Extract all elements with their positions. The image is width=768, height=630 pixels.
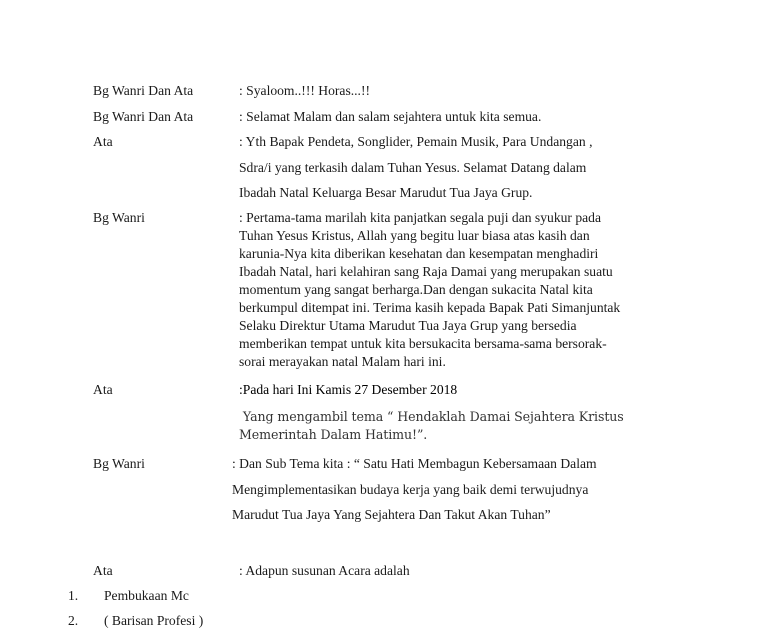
dialogue-line: : Adapun susunan Acara adalah <box>239 563 410 578</box>
dialogue-line: momentum yang sangat berharga.Dan dengan sukacita Natal kita <box>239 282 593 297</box>
speaker-label: Bg Wanri <box>93 210 145 225</box>
dialogue-line: memberikan tempat untuk kita bersukacita bersama-sama bersorak- <box>239 336 607 351</box>
dialogue-line: Mengimplementasikan budaya kerja yang baik demi terwujudnya <box>232 482 589 497</box>
agenda-number: 2. <box>68 613 79 628</box>
speaker-label: Ata <box>93 563 113 578</box>
speaker-label: Ata <box>93 134 113 149</box>
dialogue-line: Ibadah Natal Keluarga Besar Marudut Tua Jaya Grup. <box>239 185 533 200</box>
dialogue-line: : Selamat Malam dan salam sejahtera untuk kita semua. <box>239 109 542 124</box>
theme-line: Yang mengambil tema “ Hendaklah Damai Sejahtera Kristus <box>239 409 624 424</box>
dialogue-line: : Yth Bapak Pendeta, Songlider, Pemain Musik, Para Undangan , <box>239 134 593 149</box>
speaker-label: Bg Wanri Dan Ata <box>93 83 194 98</box>
agenda-item: Pembukaan Mc <box>104 588 189 603</box>
dialogue-line: karunia-Nya kita diberikan kesehatan dan kesempatan menghadiri <box>239 246 599 261</box>
dialogue-line: Marudut Tua Jaya Yang Sejahtera Dan Takut Akan Tuhan” <box>232 507 551 522</box>
date-line: :Pada hari Ini Kamis 27 Desember 2018 <box>239 382 458 397</box>
speaker-label: Bg Wanri Dan Ata <box>93 109 194 124</box>
speaker-label: Ata <box>93 382 113 397</box>
dialogue-line: berkumpul ditempat ini. Terima kasih kepada Bapak Pati Simanjuntak <box>239 300 621 315</box>
agenda-item: ( Barisan Profesi ) <box>104 613 204 628</box>
dialogue-line: Selaku Direktur Utama Marudut Tua Jaya Grup yang bersedia <box>239 318 577 333</box>
theme-line: Memerintah Dalam Hatimu!”. <box>239 427 428 442</box>
dialogue-line: Sdra/i yang terkasih dalam Tuhan Yesus. Selamat Datang dalam <box>239 160 587 175</box>
dialogue-line: Ibadah Natal, hari kelahiran sang Raja Damai yang merupakan suatu <box>239 264 613 279</box>
dialogue-line: : Pertama-tama marilah kita panjatkan segala puji dan syukur pada <box>239 210 601 225</box>
dialogue-line: : Syaloom..!!! Horas...!! <box>239 83 370 98</box>
agenda-number: 1. <box>68 588 79 603</box>
dialogue-line: : Dan Sub Tema kita : “ Satu Hati Membagun Kebersamaan Dalam <box>232 456 597 471</box>
speaker-label: Bg Wanri <box>93 456 145 471</box>
dialogue-line: Tuhan Yesus Kristus, Allah yang begitu luar biasa atas kasih dan <box>239 228 590 243</box>
dialogue-line: sorai merayakan natal Malam hari ini. <box>239 354 446 369</box>
